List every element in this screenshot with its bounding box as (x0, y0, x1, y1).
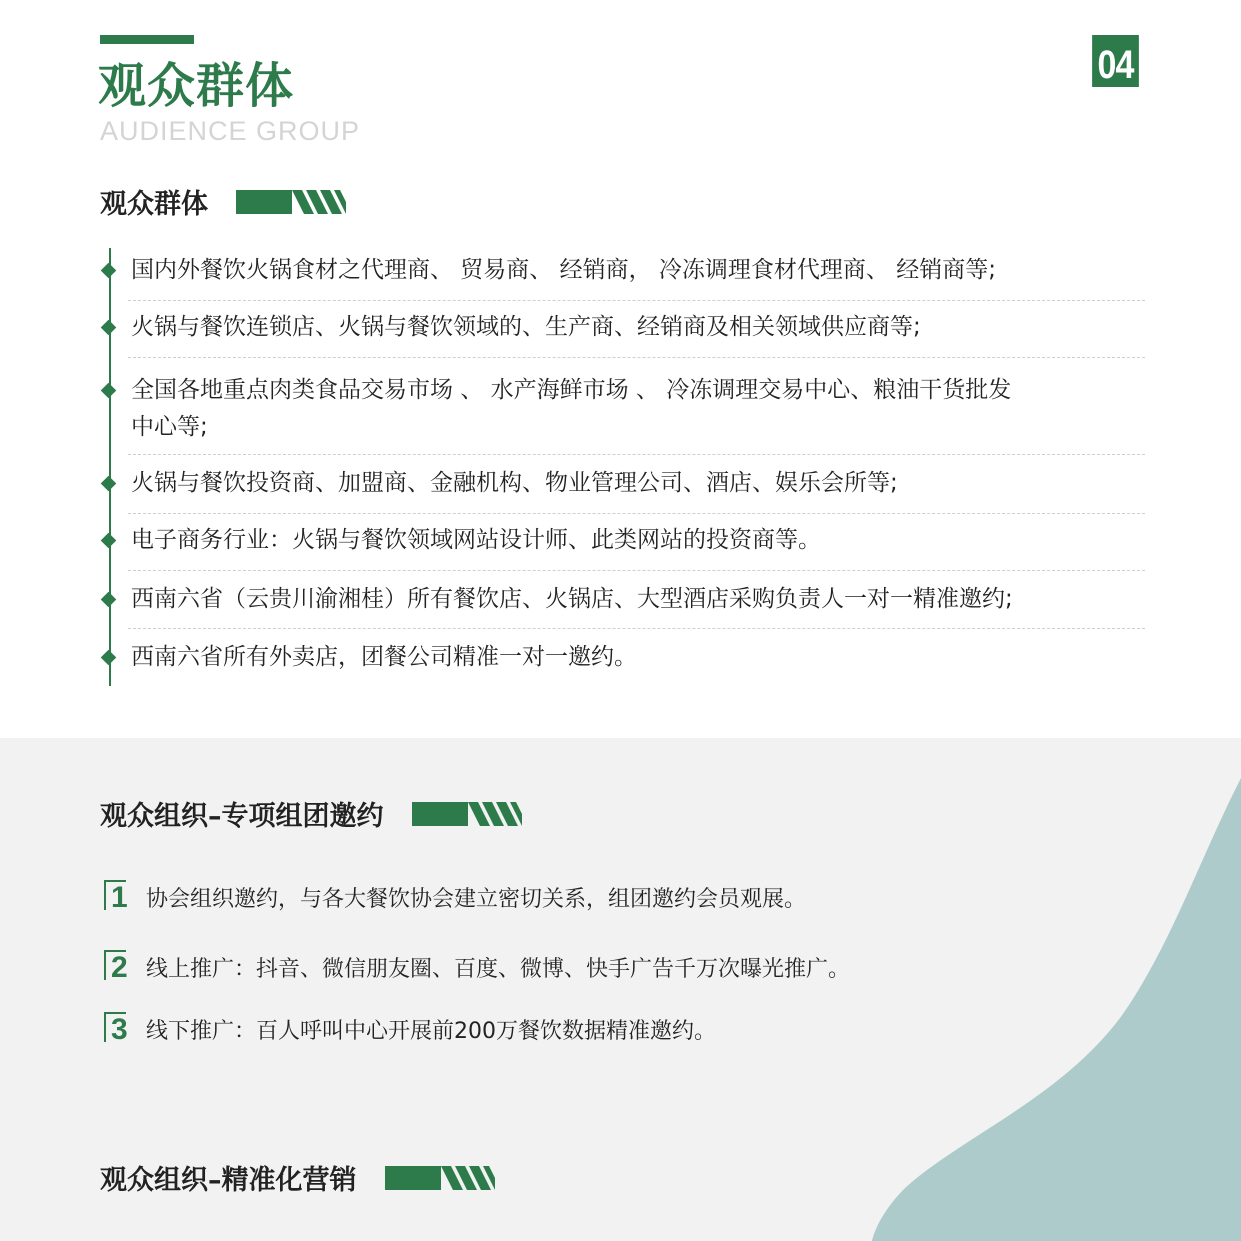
diamond-bullet-icon (101, 533, 117, 549)
page-title: 观众群体 (98, 58, 295, 114)
diamond-bullet-icon (101, 476, 117, 492)
org-item-text: 线下推广：百人呼叫中心开展前200万餐饮数据精准邀约。 (146, 1018, 716, 1044)
page-number: 04 (1097, 43, 1134, 87)
title-accent-bar (100, 35, 194, 44)
section-heading-audience (100, 182, 346, 221)
stripe-decoration-icon (236, 190, 346, 214)
org-item-text: 协会组织邀约，与各大餐饮协会建立密切关系，组团邀约会员观展。 (146, 886, 807, 912)
diamond-bullet-icon (101, 383, 117, 399)
diamond-bullet-icon (101, 320, 117, 336)
org-list-item (104, 1012, 716, 1046)
timeline-line (109, 248, 111, 686)
divider (128, 454, 1145, 455)
diamond-bullet-icon (101, 592, 117, 608)
org-list-item (104, 880, 806, 914)
page-number-badge (1092, 35, 1139, 87)
divider (128, 570, 1145, 571)
item-number: 1 (111, 881, 128, 914)
number-badge (104, 1012, 136, 1046)
divider (128, 628, 1145, 629)
diamond-bullet-icon (101, 263, 117, 279)
section-heading-group-invite (100, 794, 522, 833)
stripe-decoration-icon (385, 1166, 495, 1190)
number-badge (104, 950, 136, 984)
section-heading-text: 观众组织–专项组团邀约 (100, 801, 384, 832)
divider (128, 513, 1145, 514)
org-item-text: 线上推广：抖音、微信朋友圈、百度、微博、快手广告千万次曝光推广。 (146, 956, 851, 982)
diamond-bullet-icon (101, 650, 117, 666)
item-number: 2 (111, 951, 128, 984)
stripe-decoration-icon (412, 802, 522, 826)
list-item-text-continued: 中心等; (131, 414, 208, 440)
section-heading-text: 观众组织–精准化营销 (100, 1165, 357, 1196)
list-item-text: 国内外餐饮火锅食材之代理商、 贸易商、 经销商， 冷冻调理食材代理商、 经销商等; (131, 257, 996, 283)
section-heading-text: 观众群体 (100, 189, 208, 220)
divider (128, 300, 1145, 301)
list-item-text: 电子商务行业：火锅与餐饮领域网站设计师、此类网站的投资商等。 (131, 527, 821, 553)
list-item-text: 西南六省（云贵川渝湘桂）所有餐饮店、火锅店、大型酒店采购负责人一对一精准邀约; (131, 586, 1013, 612)
list-item-text: 火锅与餐饮连锁店、火锅与餐饮领域的、生产商、经销商及相关领域供应商等; (131, 314, 921, 340)
org-list-item (104, 950, 850, 984)
list-item-text: 火锅与餐饮投资商、加盟商、金融机构、物业管理公司、酒店、娱乐会所等; (131, 470, 898, 496)
page-subtitle: AUDIENCE GROUP (100, 116, 361, 146)
list-item-text: 西南六省所有外卖店，团餐公司精准一对一邀约。 (131, 644, 637, 670)
number-badge (104, 880, 136, 914)
divider (128, 357, 1145, 358)
organization-panel (0, 738, 1241, 1241)
section-heading-precision (100, 1158, 495, 1197)
list-item-text: 全国各地重点肉类食品交易市场 、 水产海鲜市场 、 冷冻调理交易中心、粮油干货批发 (131, 377, 1012, 403)
item-number: 3 (111, 1013, 128, 1046)
